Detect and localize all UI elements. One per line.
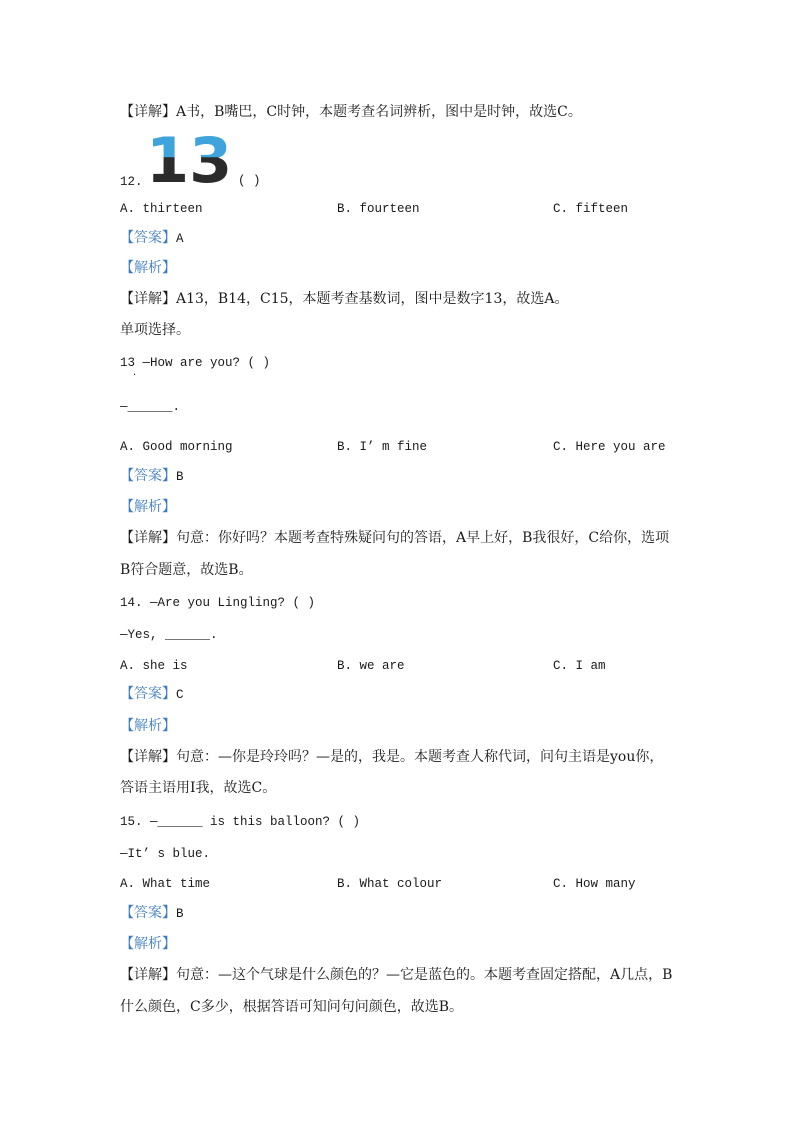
- q13-reply: —______.: [120, 400, 181, 414]
- number-13-image: [146, 130, 232, 186]
- detail-text: 句意：—这个气球是什么颜色的？—它是蓝色的。本题考查固定搭配，A几点，B: [176, 967, 673, 983]
- q12-answer-line: [120, 229, 184, 248]
- q12-analysis-tag: 【解析】: [120, 260, 176, 276]
- q14-option-a: A. she is: [120, 659, 188, 673]
- q13-detail-line-2: B符合题意，故选B。: [120, 562, 253, 578]
- answer-value: A: [176, 232, 184, 246]
- q15-stem: 15. —______ is this balloon? ( ): [120, 815, 361, 829]
- q15-detail-line-1: [120, 966, 672, 984]
- answer-value: B: [176, 907, 184, 921]
- detail-tag: 【详解】: [120, 967, 176, 983]
- q15-analysis-tag: 【解析】: [120, 936, 176, 952]
- detail-text: 句意：—你是玲玲吗？—是的，我是。本题考查人称代词，问句主语是you你，: [176, 749, 664, 765]
- q12-number: 12.: [120, 175, 143, 189]
- detail-text: A书，B嘴巴，C时钟，本题考查名词辨析，图中是时钟，故选C。: [176, 104, 582, 120]
- detail-text: A13，B14，C15，本题考查基数词，图中是数字13，故选A。: [176, 291, 569, 307]
- q12-paren: ( ): [238, 174, 261, 188]
- answer-tag: 【答案】: [120, 468, 176, 484]
- detail-text: 句意：你好吗？本题考查特殊疑问句的答语，A早上好，B我很好，C给你，选项: [176, 530, 670, 546]
- answer-tag: 【答案】: [120, 230, 176, 246]
- q15-option-c: C. How many: [553, 877, 636, 891]
- q14-analysis-tag: 【解析】: [120, 718, 176, 734]
- q13-analysis-tag: 【解析】: [120, 499, 176, 515]
- detail-tag: 【详解】: [120, 749, 176, 765]
- detail-tag: 【详解】: [120, 104, 176, 120]
- q15-option-b: B. What colour: [337, 877, 443, 891]
- q14-option-b: B. we are: [337, 659, 405, 673]
- q15-option-a: A. What time: [120, 877, 211, 891]
- detail-tag: 【详解】: [120, 291, 176, 307]
- dot-mark: ·: [133, 370, 137, 381]
- answer-tag: 【答案】: [120, 686, 176, 702]
- q14-reply: —Yes, ______.: [120, 628, 218, 642]
- q14-answer-line: [120, 685, 184, 704]
- number-13-text: 13: [146, 130, 232, 186]
- q12-detail-line: [120, 290, 568, 308]
- q12-option-b: B. fourteen: [337, 202, 420, 216]
- q13-option-b: B. I’ m fine: [337, 440, 428, 454]
- q13-answer-line: [120, 467, 184, 486]
- q14-detail-line-1: [120, 748, 663, 766]
- q14-option-c: C. I am: [553, 659, 606, 673]
- q15-answer-line: [120, 904, 184, 923]
- q13-option-a: A. Good morning: [120, 440, 233, 454]
- q12-option-a: A. thirteen: [120, 202, 203, 216]
- q12-stem-line: [120, 172, 143, 191]
- q13-option-c: C. Here you are: [553, 440, 666, 454]
- answer-tag: 【答案】: [120, 905, 176, 921]
- q15-reply: —It’ s blue.: [120, 847, 211, 861]
- section-title: 单项选择。: [120, 322, 190, 338]
- answer-value: B: [176, 470, 184, 484]
- answer-value: C: [176, 688, 184, 702]
- q15-detail-line-2: 什么颜色，C多少，根据答语可知问句问颜色，故选B。: [120, 999, 463, 1015]
- q13-stem: 13 —How are you? ( ): [120, 356, 271, 370]
- q12-option-c: C. fifteen: [553, 202, 629, 216]
- detail-tag: 【详解】: [120, 530, 176, 546]
- q14-detail-line-2: 答语主语用I我，故选C。: [120, 780, 277, 796]
- q14-stem: 14. —Are you Lingling? ( ): [120, 596, 316, 610]
- q11-detail-line: [120, 103, 582, 121]
- q13-detail-line-1: [120, 529, 669, 547]
